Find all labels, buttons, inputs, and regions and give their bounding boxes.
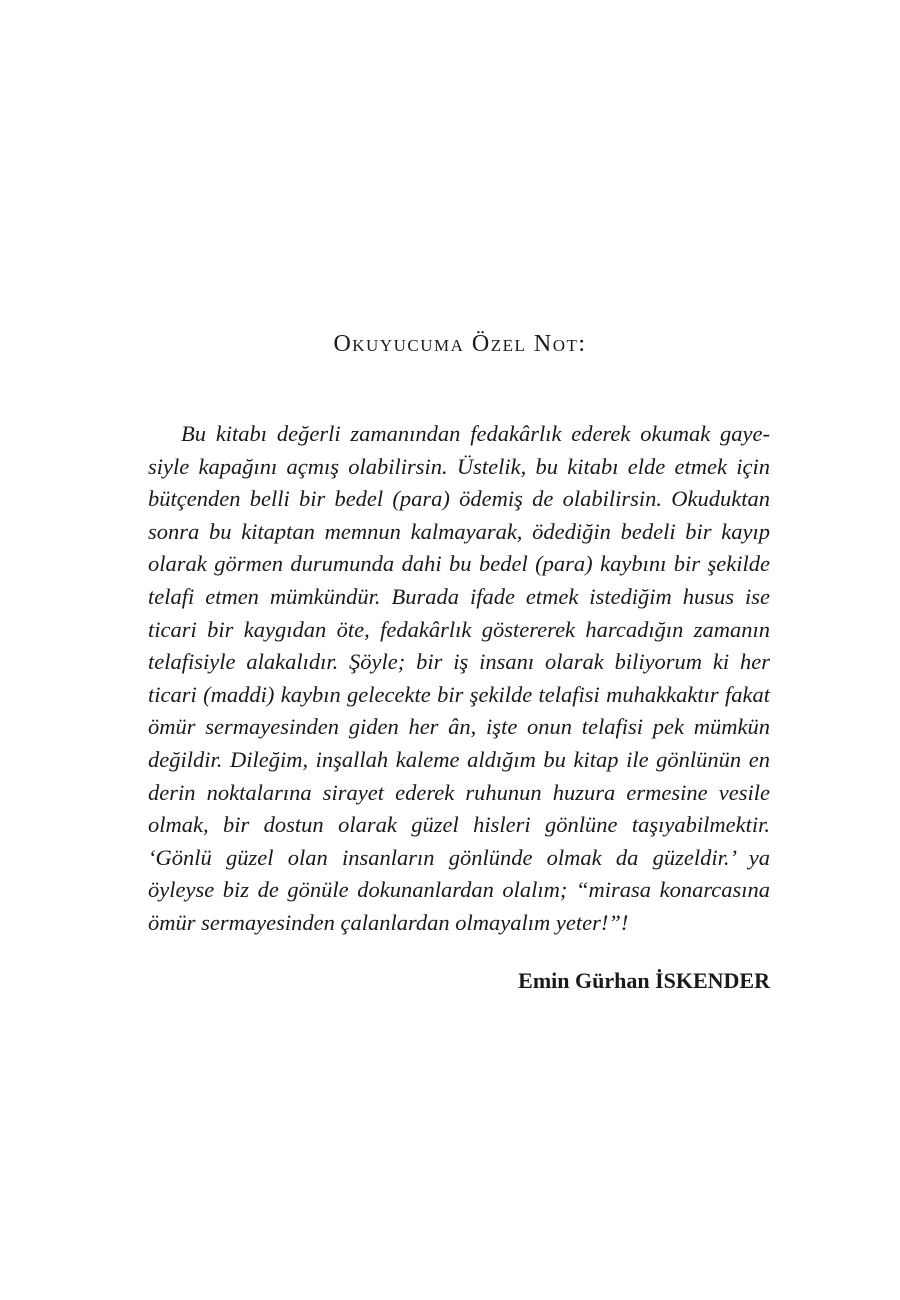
author-signature: Emin Gürhan İSKENDER <box>518 968 770 993</box>
note-title: Okuyucuma Özel Not: <box>333 331 587 357</box>
note-body: Bu kitabı değerli zamanından fedakârlık ederek okumak gayesiyle kapağını açmış olabilirsin. Üstelik, bu kitabı elde etmek için bütçenden belli bir bedel (para) ödemiş de olabilirsin. Okuduktan sonra bu kitaptan memnun kalmayarak, ödediğin bedeli bir kayıp olarak görmen durumunda dahi bu bedel (para) kaybını bir şekilde telafi etmen mümkündür. Burada ifade etmek istediğim husus ise ticari bir kaygıdan öte, fedakârlık göstererek harcadığın zamanın telafisiyle alakalıdır. Şöyle; bir iş insanı olarak biliyorum ki her ticari (maddi) kaybın gelecekte bir şekilde telafisi muhakkaktır fakat ömür sermayesinden giden her ân, işte onun telafisi pek mümkün değildir. Dileğim, inşallah kaleme aldığım bu kitap ile gönlünün en derin noktalarına sirayet ederek ruhunun huzura ermesine vesile olmak, bir dostun olarak güzel hisleri gönlüne taşıyabilmektir. ‘Gönlü güzel olan insanların gönlünde olmak da güzeldir.’ ya öyleyse biz de gönüle dokunanlardan olalım; “mirasa konarcasına ömür sermayesinden çalanlardan olmayalım yeter!”! <box>148 421 770 935</box>
